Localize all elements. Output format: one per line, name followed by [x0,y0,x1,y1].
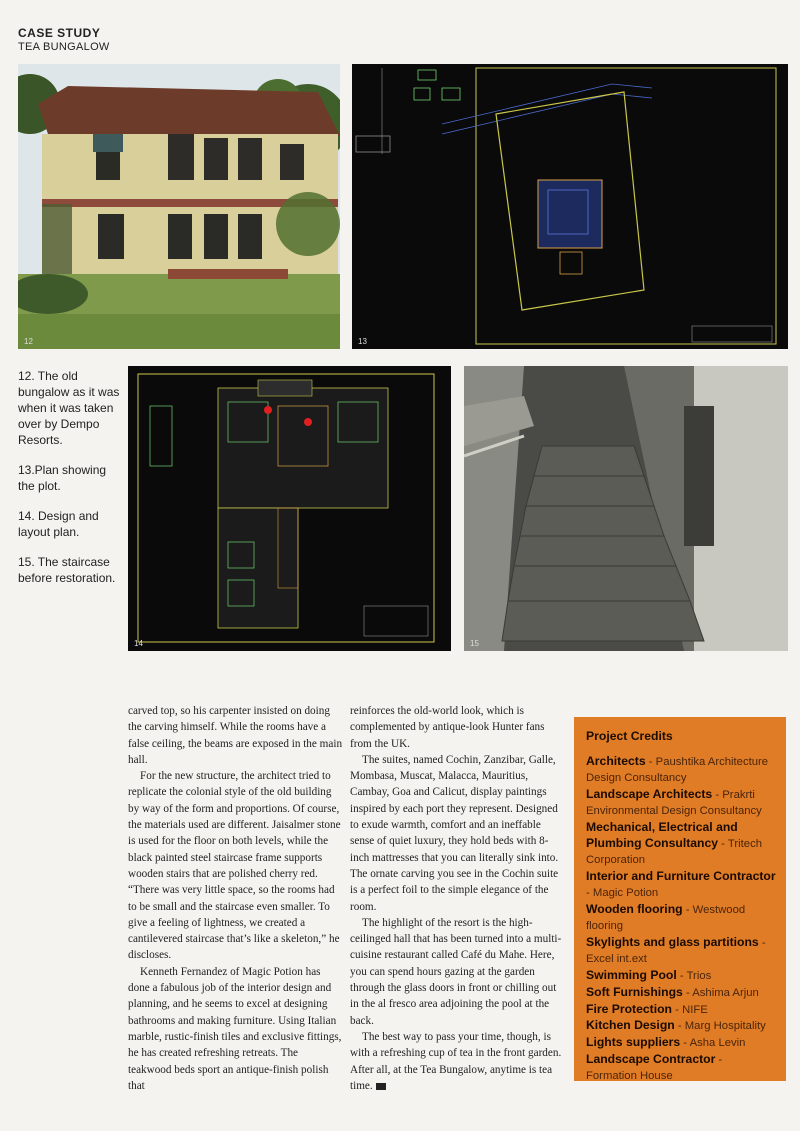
credit-separator: - [682,986,693,999]
credit-entry [586,820,776,870]
credit-separator: - [758,936,766,949]
caption-15: 15. The staircase before restoration. [18,555,116,585]
credit-name: Prakrti Environmental Design Consultancy [586,788,762,817]
paragraph: Kenneth Fernandez of Magic Potion has done a fabulous job of the interior design and planning, and he seems to excel at designing bathrooms and making furniture. Using Italian marble, rustic-finish tiles and exclusive fittings, he has created refreshing retreats. The teakwood beds sport an antique-finish polish that [128,965,342,1092]
credits-list [586,754,776,1085]
credit-separator: - [645,755,656,768]
credit-entry [586,1002,776,1019]
credit-name: Tritech Corporation [586,838,762,867]
figure-number: 14 [134,639,143,648]
credit-entry [586,1035,776,1052]
paragraph: For the new structure, the architect tried to replicate the colonial style of the old building by way of the form and proportions. Of course, the materials used are different. Jaisalmer stone is used for the floor on both levels, while the black painted steel staircase frame supports wooden stairs that are polished cherry red. “There was very little space, so the rooms had to be small and the staircase even smaller. To give a feeling of lightness, we created a cantilevered staircase that’s like a skeleton,” he discloses. [128,770,341,962]
credit-separator: - [586,887,593,900]
credit-role: Landscape Architects [586,786,713,801]
credit-entry [586,1052,776,1085]
caption-14: 14. Design and layout plan. [18,509,99,539]
credit-entry [586,985,776,1002]
project-credits-box [574,717,786,1081]
article-column-1 [128,703,344,1094]
paragraph: carved top, so his carpenter insisted on doing the carving himself. While the rooms have a false ceiling, the beams are exposed in the main hall. [128,705,343,766]
credit-entry [586,935,776,968]
credit-separator: - [715,1054,723,1067]
credit-role: Interior and Furniture Contractor [586,869,776,884]
figure-number: 15 [470,639,479,648]
credit-separator: - [674,1020,685,1033]
credit-separator: - [682,904,693,917]
caption-13: 13.Plan showing the plot. [18,463,107,493]
credit-name: Westwood flooring [586,904,746,932]
credit-separator: - [672,1003,683,1016]
credit-role: Kitchen Design [586,1018,675,1033]
page-header [18,26,110,53]
figure-site-plan [352,64,788,349]
credit-name: Magic Potion [592,887,659,900]
figure-number: 13 [358,337,367,346]
credit-entry [586,968,776,985]
credit-separator: - [712,788,723,801]
credit-role: Lights suppliers [586,1035,681,1050]
caption-12: 12. The old bungalow as it was when it was taken over by Dempo Resorts. [18,369,120,447]
credit-entry [586,754,776,787]
credit-entry [586,1018,776,1035]
credit-name: Marg Hospitality [684,1020,766,1033]
credit-entry [586,902,776,935]
credit-entry [586,869,776,902]
section-subtitle: TEA BUNGALOW [18,41,110,53]
credit-role: Fire Protection [586,1001,673,1016]
credit-name: NIFE [682,1003,708,1016]
old-bungalow-photo [18,64,340,349]
credit-role: Soft Furnishings [586,984,683,999]
credits-title: Project Credits [586,729,673,743]
credit-role: Wooden flooring [586,902,683,917]
article-column-2 [350,703,566,1094]
end-mark-icon [376,1083,386,1090]
figure-captions [18,368,122,600]
figure-layout-plan [128,366,451,651]
credit-role: Swimming Pool [586,967,677,982]
credit-entry [586,787,776,820]
credit-name: Formation House [586,1070,673,1083]
credit-separator: - [718,838,728,851]
section-title: CASE STUDY [18,26,101,40]
figure-number: 12 [24,337,33,346]
credit-separator: - [676,969,687,982]
credit-name: Asha Levin [689,1037,746,1050]
credit-name: Trios [686,969,712,982]
credit-separator: - [680,1037,690,1050]
figure-staircase [464,366,788,651]
credit-role: Mechanical, Electrical and Plumbing Consultancy [586,819,738,851]
site-plan-drawing [352,64,788,349]
credit-name: Ashima Arjun [692,986,759,999]
paragraph [350,1029,566,1094]
credit-role: Skylights and glass partitions [586,934,759,949]
layout-plan-drawing [128,366,451,651]
paragraph: reinforces the old-world look, which is complemented by antique-look Hunter fans from the UK. [350,705,545,750]
paragraph-text: The best way to pass your time, though, is with a refreshing cup of tea in the front garden. After all, at the Tea Bungalow, anytime is tea time. [350,1030,562,1092]
credit-name: Paushtika Architecture Design Consultancy [586,755,769,784]
paragraph: The highlight of the resort is the high-ceilinged hall that has been turned into a multi-cuisine restaurant called Café du Mahe. Here, you can spend hours gazing at the garden through the glass doors in front or chilling out in the al fresco area adjoining the pool at the back. [350,916,562,1027]
credit-role: Architects [586,753,646,768]
staircase-photo [464,366,788,651]
figure-old-bungalow [18,64,340,349]
credit-role: Landscape Contractor [586,1052,716,1067]
credit-name: Excel int.ext [586,952,647,965]
paragraph: The suites, named Cochin, Zanzibar, Galle, Mombasa, Muscat, Malacca, Mauritius, Cambay, Goa and Calicut, display paintings inspired by each port they represent. Designed to exude warmth, comfort and an ineffable sense of quiet luxury, they hold beds with 8-inch mattresses that you can literally sink into. The ornate carving you see in the Cochin suite is a perfect foil to the simple elegance of the room. [350,753,559,913]
